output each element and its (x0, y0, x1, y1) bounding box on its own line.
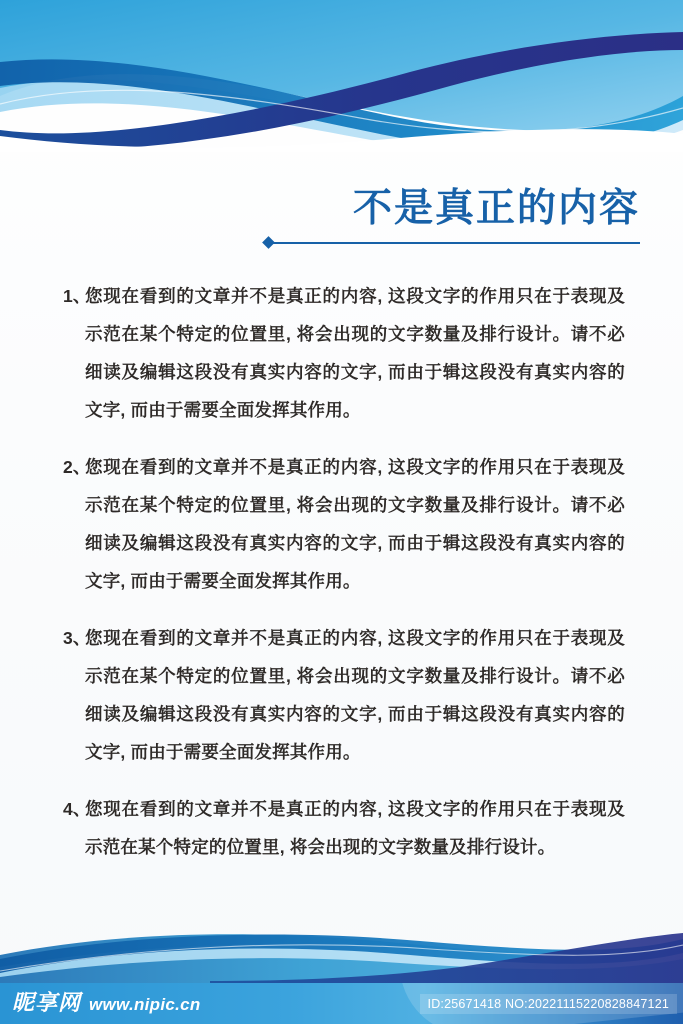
paragraph-item (63, 619, 625, 771)
site-logo-url: www.nipic.cn (89, 995, 201, 1014)
paragraph-item (63, 448, 625, 600)
title-rule-line (273, 242, 640, 244)
site-logo-name: 昵享网 (12, 990, 82, 1015)
page-title: 不是真正的内容 (352, 187, 640, 230)
title-underline (264, 238, 640, 249)
paragraph-item (63, 277, 625, 429)
paragraph-text: 您现在看到的文章并不是真正的内容, 这段文字的作用只在于表现及示范在某个特定的位置里, 将会出现的文字数量及排行设计。 (85, 799, 625, 857)
site-logo (12, 991, 201, 1015)
paragraph-text: 您现在看到的文章并不是真正的内容, 这段文字的作用只在于表现及示范在某个特定的位置里, 将会出现的文字数量及排行设计。请不必细读及编辑这段没有真实内容的文字, 而由于辑这段没有真实内容的文字, 而由于需要全面发挥其作用。 (85, 286, 625, 420)
paragraph-marker: 4、 (63, 799, 91, 819)
image-id-badge: ID:25671418 NO:20221115220828847121 (420, 994, 677, 1014)
header-wave-decoration (0, 0, 683, 152)
paragraph-marker: 3、 (63, 628, 91, 648)
paragraph-marker: 1、 (63, 286, 91, 306)
paragraph-text: 您现在看到的文章并不是真正的内容, 这段文字的作用只在于表现及示范在某个特定的位置里, 将会出现的文字数量及排行设计。请不必细读及编辑这段没有真实内容的文字, 而由于辑这段没有真实内容的文字, 而由于需要全面发挥其作用。 (85, 628, 625, 762)
watermark-footer-bar (0, 983, 683, 1024)
footer-wave-decoration (0, 915, 683, 983)
paragraph-marker: 2、 (63, 457, 91, 477)
page-title-block (0, 186, 683, 232)
content-body (63, 277, 625, 866)
paragraph-item (63, 790, 625, 866)
paragraph-text: 您现在看到的文章并不是真正的内容, 这段文字的作用只在于表现及示范在某个特定的位置里, 将会出现的文字数量及排行设计。请不必细读及编辑这段没有真实内容的文字, 而由于辑这段没有真实内容的文字, 而由于需要全面发挥其作用。 (85, 457, 625, 591)
